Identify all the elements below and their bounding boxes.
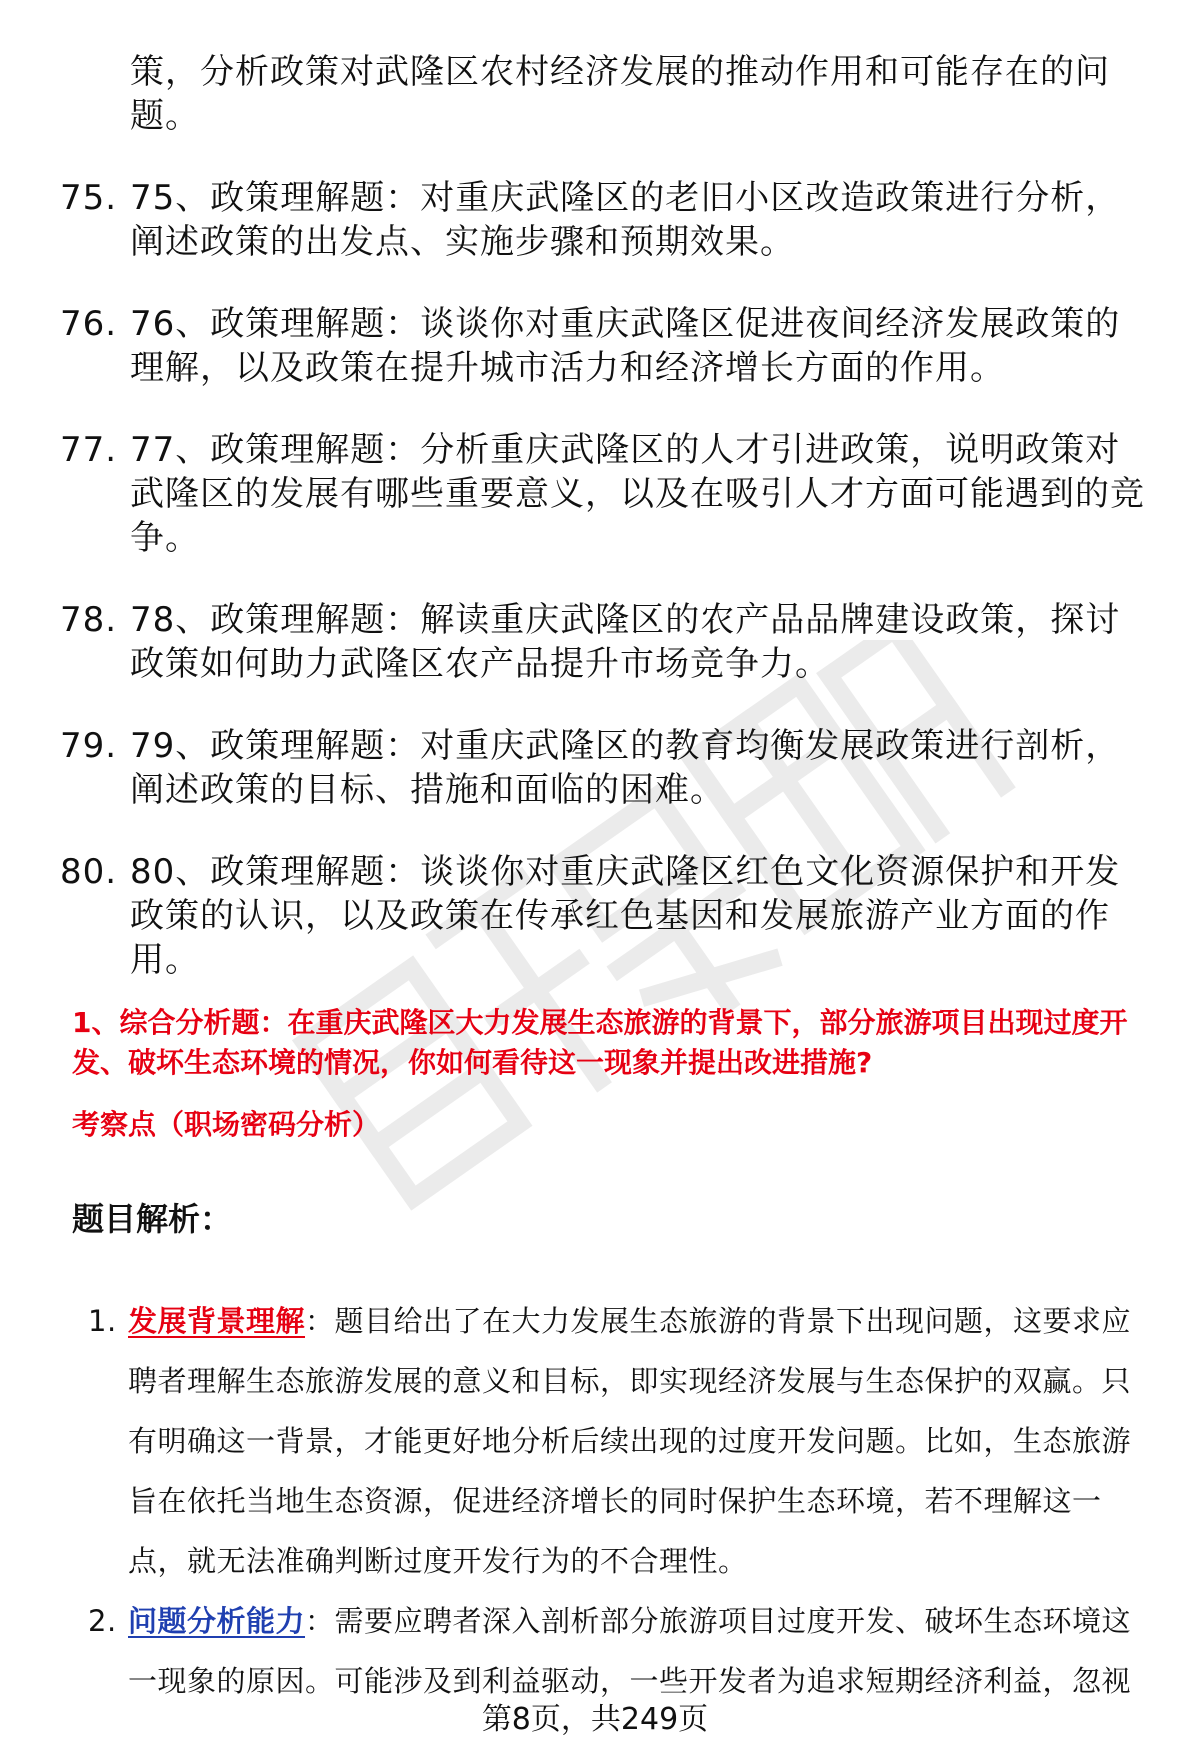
question-number: 75. [60,178,118,218]
point-number: 1. [88,1304,117,1338]
question-item [60,176,1150,264]
question-number: 76. [60,304,118,344]
analysis-point [72,1291,1152,1591]
question-list [60,176,1150,982]
point-keyword: 发展背景理解 [128,1304,306,1338]
point-text: ：需要应聘者深入剖析部分旅游项目过度开发、破坏生态环境这一现象的原因。可能涉及到利益驱动，一些开发者为追求短期经济利益，忽视 [128,1604,1132,1698]
question-number: 78. [60,600,118,640]
analysis-question: 1、综合分析题：在重庆武隆区大力发展生态旅游的背景下，部分旅游项目出现过度开发、破坏生态环境的情况，你如何看待这一现象并提出改进措施? [72,1006,1128,1079]
question-list-section [60,50,1150,982]
question-text: 78、政策理解题：解读重庆武隆区的农产品品牌建设政策，探讨政策如何助力武隆区农产品提升市场竞争力。 [130,600,1121,684]
question-item [60,598,1150,686]
question-item [60,428,1150,560]
question-number: 79. [60,726,118,766]
analysis-point [72,1591,1152,1711]
question-text: 76、政策理解题：谈谈你对重庆武隆区促进夜间经济发展政策的理解，以及政策在提升城市活力和经济增长方面的作用。 [130,304,1121,388]
question-item [60,724,1150,812]
continuation-text: 策，分析政策对武隆区农村经济发展的推动作用和可能存在的问题。 [130,52,1110,136]
question-item [60,302,1150,390]
question-text: 79、政策理解题：对重庆武隆区的教育均衡发展政策进行剖析，阐述政策的目标、措施和面临的困难。 [130,726,1121,810]
point-number: 2. [88,1604,117,1638]
question-number: 80. [60,852,118,892]
kaochadian-label: 考察点（职场密码分析） [72,1108,381,1141]
point-keyword: 问题分析能力 [128,1604,306,1638]
question-text: 77、政策理解题：分析重庆武隆区的人才引进政策，说明政策对武隆区的发展有哪些重要意义，以及在吸引人才方面可能遇到的竞争。 [130,430,1145,558]
question-text: 80、政策理解题：谈谈你对重庆武隆区红色文化资源保护和开发政策的认识，以及政策在传承红色基因和发展旅游产业方面的作用。 [130,852,1121,980]
question-item [60,850,1150,982]
analysis-section [72,1003,1152,1711]
question-number: 77. [60,430,118,470]
analysis-points [72,1291,1152,1711]
section-title: 题目解析： [72,1200,233,1238]
question-text: 75、政策理解题：对重庆武隆区的老旧小区改造政策进行分析，阐述政策的出发点、实施步骤和预期效果。 [130,178,1121,262]
page-footer: 第8页，共249页 [481,1702,709,1737]
point-text: ：题目给出了在大力发展生态旅游的背景下出现问题，这要求应聘者理解生态旅游发展的意义和目标，即实现经济发展与生态保护的双赢。只有明确这一背景，才能更好地分析后续出现的过度开发问题。比如，生态旅游旨在依托当地生态资源，促进经济增长的同时保护生态环境，若不理解这一点，就无法准确判断过度开发行为的不合理性。 [128,1304,1132,1578]
